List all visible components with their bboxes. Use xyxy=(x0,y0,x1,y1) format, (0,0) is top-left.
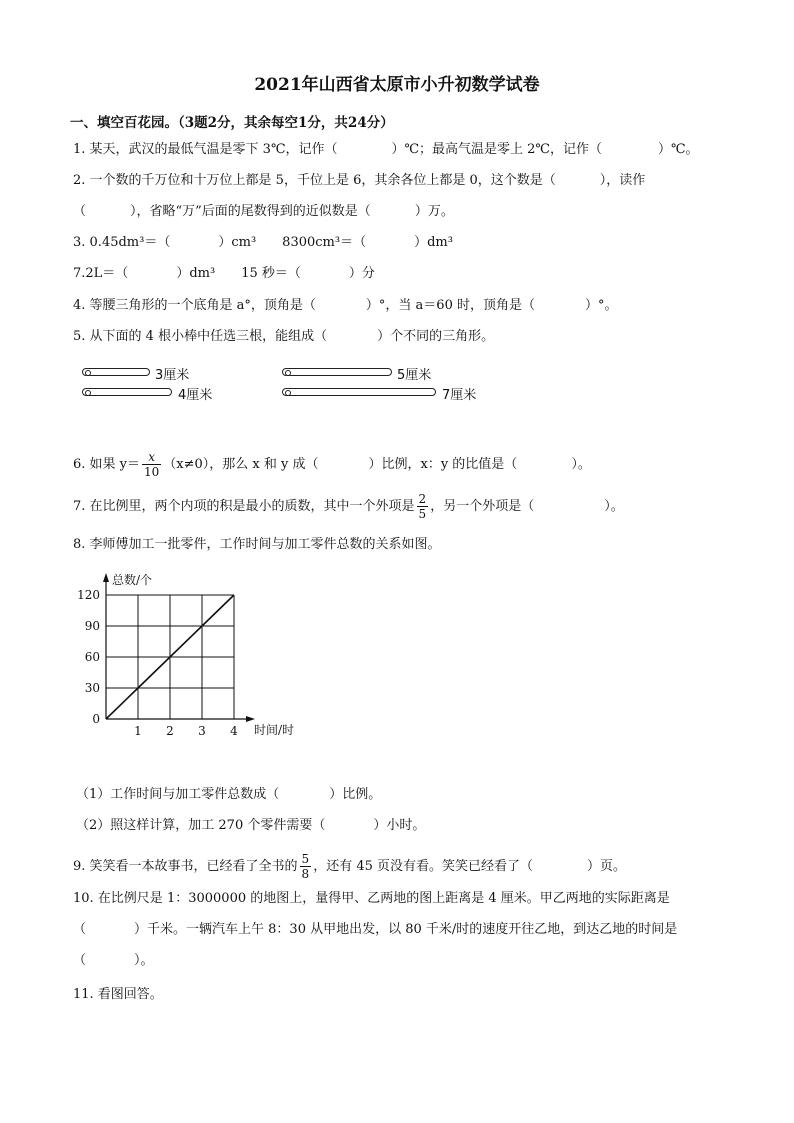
q3b-text-b: ）dm³ xyxy=(176,266,216,281)
question-4 xyxy=(73,298,618,314)
y-tick-label: 0 xyxy=(92,712,100,726)
q3-text-c: 8300cm³＝（ xyxy=(282,235,367,250)
q8-sub2-b: ）小时。 xyxy=(373,818,426,833)
q7-text-a: 7. 在比例里，两个内项的积是最小的质数，其中一个外项是 xyxy=(73,499,415,514)
section-heading: 一、填空百花园。（3题2分，其余每空1分，共24分） xyxy=(70,115,394,131)
question-10-line-1 xyxy=(73,891,670,907)
q9-text-a: 9. 笑笑看一本故事书，已经看了全书的 xyxy=(73,859,298,874)
q6-text-c: ）比例，x：y 的比值是（ xyxy=(368,457,518,472)
q7-numerator: 2 xyxy=(418,492,427,506)
q3-text-a: 3. 0.45dm³＝（ xyxy=(73,235,171,250)
q6-numerator: x xyxy=(142,450,161,465)
question-10-line-2 xyxy=(73,922,677,938)
q2-text-c: （ xyxy=(73,204,87,219)
question-9 xyxy=(73,852,626,881)
q10-text-2b: ）千米。一辆汽车上午 8：30 从甲地出发，以 80 千米/时的速度开往乙地，到达乙地的时间是 xyxy=(134,922,678,937)
q6-text-b: （x≠0），那么 x 和 y 成（ xyxy=(163,457,319,472)
q1-text-c: ）℃。 xyxy=(657,142,699,157)
q11-text: 11. 看图回答。 xyxy=(73,987,163,1002)
q7-denominator: 5 xyxy=(418,507,427,521)
q8-text: 8. 李师傅加工一批零件，工作时间与加工零件总数的关系如图。 xyxy=(73,537,441,552)
q3b-text-a: 7.2L＝（ xyxy=(73,266,129,281)
q2-text-d: ），省略“万”后面的尾数得到的近似数是（ xyxy=(130,204,371,219)
question-6 xyxy=(73,450,591,479)
q10-text-1: 10. 在比例尺是 1：3000000 的地图上，量得甲、乙两地的图上距离是 4 厘米。甲乙两地的实际距离是 xyxy=(73,891,670,906)
q6-denominator: 10 xyxy=(144,465,160,479)
q4-text-a: 4. 等腰三角形的一个底角是 a°，顶角是（ xyxy=(73,298,316,313)
q5-text-a: 5. 从下面的 4 根小棒中任选三根，能组成（ xyxy=(73,329,328,344)
y-axis-label: 总数/个 xyxy=(112,573,153,587)
question-1 xyxy=(73,142,699,158)
q9-fraction xyxy=(300,852,312,881)
q10-text-3b: ）。 xyxy=(134,953,154,968)
q3b-text-d: ）分 xyxy=(348,266,375,281)
q8-sub1-a: （1）工作时间与加工零件总数成（ xyxy=(76,787,280,802)
q9-denominator: 8 xyxy=(301,867,310,881)
question-8-sub-2 xyxy=(76,818,425,834)
y-tick-label: 30 xyxy=(84,681,100,695)
stick-7cm xyxy=(282,388,436,396)
q8-sub2-a: （2）照这样计算，加工 270 个零件需要（ xyxy=(76,818,326,833)
page-title: 2021年山西省太原市小升初数学试卷 xyxy=(254,75,540,95)
y-tick-label: 90 xyxy=(84,619,100,633)
x-axis-label: 时间/时 xyxy=(254,723,295,737)
q7-fraction xyxy=(417,492,429,521)
stick-4cm xyxy=(82,388,172,396)
q9-numerator: 5 xyxy=(301,852,310,866)
x-axis-arrow xyxy=(246,716,255,722)
q7-text-c: ）。 xyxy=(604,499,624,514)
question-10-line-3 xyxy=(73,953,154,969)
question-11 xyxy=(73,987,163,1003)
q6-fraction xyxy=(142,450,161,479)
x-tick-label: 3 xyxy=(198,724,206,738)
y-axis-arrow xyxy=(103,573,109,582)
q10-text-3a: （ xyxy=(73,953,87,968)
stick-label-5cm: 5厘米 xyxy=(397,368,432,383)
stick-label-4cm: 4厘米 xyxy=(178,388,213,403)
y-tick-label: 60 xyxy=(84,650,100,664)
x-tick-label: 4 xyxy=(230,724,238,738)
stick-3cm xyxy=(82,368,150,376)
q3b-text-c: 15 秒＝（ xyxy=(241,266,301,281)
q6-text-a: 6. 如果 y＝ xyxy=(73,457,141,472)
q8-sub1-b: ）比例。 xyxy=(329,787,382,802)
q6-text-d: ）。 xyxy=(571,457,591,472)
q4-text-b: ）°，当 a＝60 时，顶角是（ xyxy=(365,298,535,313)
q10-text-2a: （ xyxy=(73,922,87,937)
question-3-line-1 xyxy=(73,235,453,251)
question-8 xyxy=(73,537,441,553)
stick-label-7cm: 7厘米 xyxy=(442,388,477,403)
q5-text-b: ）个不同的三角形。 xyxy=(377,329,495,344)
question-5 xyxy=(73,329,494,345)
stick-label-3cm: 3厘米 xyxy=(155,368,190,383)
q1-text-a: 1. 某天，武汉的最低气温是零下 3℃，记作（ xyxy=(73,142,338,157)
x-tick-label: 1 xyxy=(134,724,142,738)
question-3-line-2 xyxy=(73,266,375,282)
q4-text-c: ）°。 xyxy=(584,298,618,313)
question-2-line-2 xyxy=(73,204,454,220)
q2-text-b: ），读作 xyxy=(599,173,646,188)
question-2-line-1 xyxy=(73,173,645,189)
question-7 xyxy=(73,492,624,521)
q2-text-e: ）万。 xyxy=(414,204,454,219)
q3-text-b: ）cm³ xyxy=(218,235,257,250)
stick-5cm xyxy=(282,368,392,376)
line-chart xyxy=(72,568,322,748)
q1-text-b: ）℃；最高气温是零上 2℃，记作（ xyxy=(391,142,602,157)
q7-text-b: ，另一个外项是（ xyxy=(430,499,535,514)
q9-text-c: ）页。 xyxy=(587,859,627,874)
q3-text-d: ）dm³ xyxy=(414,235,453,250)
y-tick-label: 120 xyxy=(77,588,100,602)
q9-text-b: ，还有 45 页没有看。笑笑已经看了（ xyxy=(313,859,533,874)
q2-text-a: 2. 一个数的千万位和十万位上都是 5，千位上是 6，其余各位上都是 0，这个数是（ xyxy=(73,173,556,188)
x-tick-label: 2 xyxy=(166,724,174,738)
question-8-sub-1 xyxy=(76,787,381,803)
